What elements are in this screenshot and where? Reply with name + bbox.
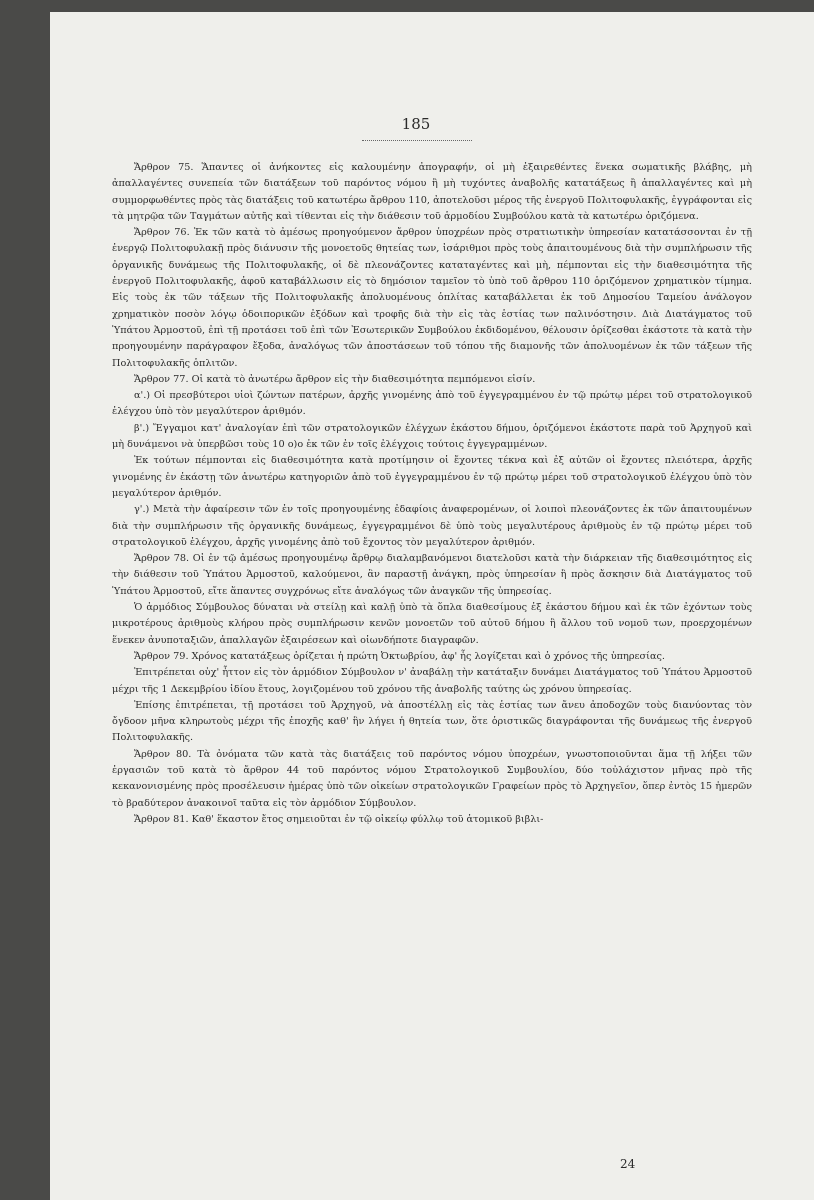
paragraph: Ἐκ τούτων πέμπονται εἰς διαθεσιμότητα κατὰ προτίμησιν οἱ ἔχοντες τέκνα καὶ ἐξ αὐτῶν οἱ ἔχοντες πλειότερα, ἀρχῆς γινομένης ἐν ἑκάστῃ τῶν ἀνωτέρω κατηγοριῶν ἀπὸ τοῦ ἐγγεγραμμένου ἐν τῷ πρώτῳ μέρει τοῦ στρατολογικοῦ ἐλέγχου ὑπὸ τὸν μεγαλύτερον ἀριθμόν. bbox=[112, 455, 752, 499]
paragraph: Ἄρθρον 80. Τὰ ὀνόματα τῶν κατὰ τὰς διατάξεις τοῦ παρόντος νόμου ὑποχρέων, γνωστοποιοῦνται ἅμα τῇ λήξει τῶν ἐργασιῶν τοῦ κατὰ τὸ ἄρθρον 44 τοῦ παρόντος νόμου Στρατολογικοῦ Συμβουλίου, δύο τοὐλάχιστον μῆνας πρὸ τῆς κεκανονισμένης πρὸς προσέλευσιν ἡμέρας ὑπὸ τῶν οἰκείων στρατολογικῶν Γραφείων πρὸς τὸ Ἀρχηγεῖον, ὅπερ ἐντὸς 15 ἡμερῶν τὸ βραδύτερον ἀνακοινοῖ ταῦτα εἰς τὸν ἁρμόδιον Σύμβουλον. bbox=[112, 748, 752, 809]
paragraph: α'.) Οἱ πρεσβύτεροι υἱοὶ ζώντων πατέρων, ἀρχῆς γινομένης ἀπὸ τοῦ ἐγγεγραμμένου ἐν τῷ πρώτῳ μέρει τοῦ στρατολογικοῦ ἐλέγχου ὑπὸ τὸν μεγαλύτερον ἀριθμόν. bbox=[112, 390, 752, 418]
header-rule bbox=[362, 140, 472, 141]
paragraph: γ'.) Μετὰ τὴν ἀφαίρεσιν τῶν ἐν τοῖς προηγουμένης ἐδαφίοις ἀναφερομένων, οἱ λοιποὶ πλεονάζοντες ἐκ τῶν ἀπαιτουμένων διὰ τὴν συμπλήρωσιν τῆς ὀργανικῆς δυνάμεως, ἐγγεγραμμένοι δὲ ὑπὸ τοὺς μεγαλυτέρους ἀριθμοὺς ἐν τῷ πρώτῳ μέρει τοῦ στρατολογικοῦ ἐλέγχου, ἀρχῆς γινομένης ἀπὸ τοῦ ἔχοντος τὸν μεγαλύτερον ἀριθμόν. bbox=[112, 504, 752, 548]
paragraph: Ἐπίσης ἐπιτρέπεται, τῇ προτάσει τοῦ Ἀρχηγοῦ, νὰ ἀποστέλλῃ εἰς τὰς ἑστίας των ἄνευ ἀποδοχῶν τοὺς διανύοντας τὸν ὄγδοον μῆνα κληρωτοὺς μέχρι τῆς ἐποχῆς καθ' ἣν λήγει ἡ θητεία των, ὅτε ὁριστικῶς διαγράφονται τῆς δυνάμεως τῆς ἐνεργοῦ Πολιτοφυλακῆς. bbox=[112, 699, 752, 744]
paragraph: Ἄρθρον 81. Καθ' ἕκαστον ἔτος σημειοῦται ἐν τῷ οἰκείῳ φύλλῳ τοῦ ἀτομικοῦ βιβλι- bbox=[134, 813, 544, 825]
paragraph: β'.) Ἔγγαμοι κατ' ἀναλογίαν ἐπὶ τῶν στρατολογικῶν ἐλέγχων ἑκάστου δήμου, ὁριζόμενοι ἑκάστοτε παρὰ τοῦ Ἀρχηγοῦ καὶ μὴ δυνάμενοι νὰ ὑπερβῶσι τοὺς 10 ο)ο ἐκ τῶν ἐν τοῖς ἐλέγχοις τούτοις ἐγγεγραμμένων. bbox=[112, 422, 752, 451]
page-number: 185 bbox=[401, 115, 431, 133]
scanned-page bbox=[50, 12, 814, 1200]
paragraph: Ἄρθρον 76. Ἐκ τῶν κατὰ τὸ ἀμέσως προηγούμενον ἄρθρον ὑποχρέων πρὸς στρατιωτικὴν ὑπηρεσίαν κατατάσσονται ἐν τῇ ἐνεργῷ Πολιτοφυλακῇ πρὸς διάνυσιν τῆς μονοετοῦς θητείας των, ἰσάριθμοι πρὸς τοὺς ἀπαιτουμένους διὰ τὴν συμπλήρωσιν τῆς ὀργανικῆς δυνάμεως τῆς Πολιτοφυλακῆς, οἱ δὲ πλεονάζοντες καταταγέντες καὶ μὴ, πέμπονται εἰς τὴν διαθεσιμότητα τῆς ἐνεργοῦ Πολιτοφυλακῆς, ἀφοῦ καταβάλλωσιν εἰς τὸ δημόσιον ταμεῖον τὸ ὑπὸ τοῦ ἄρθρου 110 ὁριζόμενον χρηματικὸν τίμημα. Εἰς τοὺς ἐκ τῶν τάξεων τῆς Πολιτοφυλακῆς ἀπολυομένους ὁπλίτας καταβάλλεται ἐκ τοῦ Δημοσίου Ταμείου ἀνάλογον χρηματικὸν ποσὸν λόγῳ ὁδοιπορικῶν ἐξόδων καὶ τροφῆς διὰ τὴν εἰς τὰς ἑστίας των παλινόστησιν. Διὰ Διατάγματος τοῦ Ὑπάτου Ἁρμοστοῦ, ἐπὶ τῇ προτάσει τοῦ ἐπὶ τῶν Ἐσωτερικῶν Συμβούλου ἐκδιδομένου, θέλουσιν ὁρίζεσθαι ἑκάστοτε τὰ κατὰ τὴν προηγουμένην παράγραφον ἔξοδα, ἀναλόγως τῶν ἀποστάσεων τοῦ τόπου τῆς διαμονῆς τῶν ἀπολυομένων ἐκ τῶν τάξεων τῆς Πολιτοφυλακῆς ὁπλιτῶν. bbox=[112, 227, 752, 369]
paragraph: Ἄρθρον 79. Χρόνος κατατάξεως ὁρίζεται ἡ πρώτη Ὀκτωβρίου, ἀφ' ἧς λογίζεται καὶ ὁ χρόνος τῆς ὑπηρεσίας. bbox=[134, 650, 666, 662]
signature-mark: 24 bbox=[620, 1157, 636, 1171]
paragraph: Ἐπιτρέπεται οὐχ' ἧττον εἰς τὸν ἁρμόδιον Σύμβουλον ν' ἀναβάλῃ τὴν κατάταξιν δυνάμει Διατάγματος τοῦ Ὑπάτου Ἁρμοστοῦ μέχρι τῆς 1 Δεκεμβρίου ἰδίου ἔτους, λογιζομένου τοῦ χρόνου τῆς ἀναβολῆς ταύτης ὡς χρόνου ὑπηρεσίας. bbox=[112, 667, 752, 695]
article-text bbox=[112, 160, 752, 828]
paragraph: Ἄρθρον 75. Ἅπαντες οἱ ἀνήκοντες εἰς καλουμένην ἀπογραφήν, οἱ μὴ ἐξαιρεθέντες ἕνεκα σωματικῆς βλάβης, μὴ ἀπαλλαγέντες συνεπεία τῶν διατάξεων τοῦ παρόντος νόμου ἢ μὴ τυχόντες ἀναβολῆς κατατάξεως ἢ ἀπαλλαγέντες καὶ μὴ συμμορφωθέντες πρὸς τὰς διατάξεις τοῦ κατωτέρω ἄρθρου 110, ἀποτελοῦσι μέρος τῆς ἐνεργοῦ Πολιτοφυλακῆς, ἐγγράφονται εἰς τὰ μητρῷα τῶν Ταγμάτων αὐτῆς καὶ τίθενται εἰς τὴν διάθεσιν τοῦ ἁρμοδίου Συμβούλου κατὰ τὰ κατωτέρω ὁριζόμενα. bbox=[112, 162, 752, 222]
paragraph: Ὁ ἁρμόδιος Σύμβουλος δύναται νὰ στείλῃ καὶ καλῇ ὑπὸ τὰ ὅπλα διαθεσίμους ἐξ ἑκάστου δήμου καὶ ἐκ τῶν ἐχόντων τοὺς μικροτέρους ἀριθμοὺς κλήρου πρὸς συμπλήρωσιν κενῶν μονοετῶν τοῦ αὐτοῦ δήμου ἢ ἄλλου τοῦ νομοῦ των, προερχομένων ἕνεκεν ἀνυποταξιῶν, ἀπαλλαγῶν ἐξαιρέσεων καὶ οἱωνδήποτε διαγραφῶν. bbox=[112, 602, 752, 646]
paragraph: Ἄρθρον 78. Οἱ ἐν τῷ ἀμέσως προηγουμένῳ ἄρθρῳ διαλαμβανόμενοι διατελοῦσι κατὰ τὴν διάρκειαν τῆς διαθεσιμότητος εἰς τὴν διάθεσιν τοῦ Ὑπάτου Ἁρμοστοῦ, καλούμενοι, ἂν παραστῇ ἀνάγκη, πρὸς ὑπηρεσίαν ἢ πρὸς ἄσκησιν διὰ Διατάγματος τοῦ Ὑπάτου Ἁρμοστοῦ, εἴτε ἅπαντες συγχρόνως εἴτε ἀναλόγως τῶν ἀναγκῶν τῆς ὑπηρεσίας. bbox=[112, 553, 752, 597]
paragraph: Ἄρθρον 77. Οἱ κατὰ τὸ ἀνωτέρω ἄρθρον εἰς τὴν διαθεσιμότητα πεμπόμενοι εἰσίν. bbox=[134, 373, 536, 385]
